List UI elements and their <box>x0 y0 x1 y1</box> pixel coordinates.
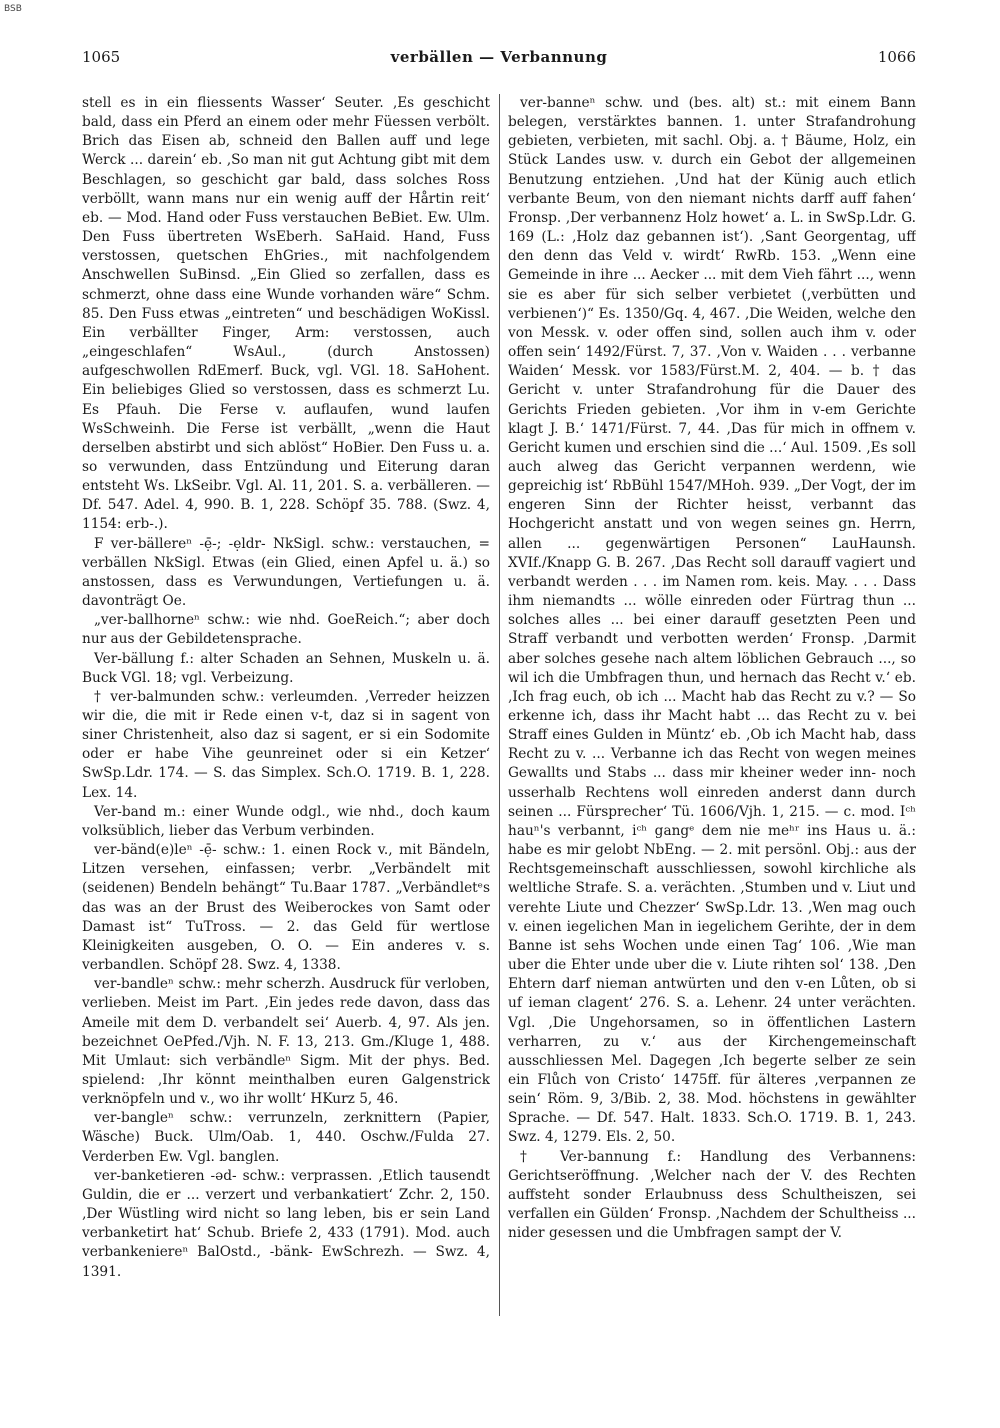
library-stamp: BSB <box>4 4 22 14</box>
dictionary-entry: F ver-bällereⁿ -ẹ̄-; -ẹldr- NkSigl. schw.: verstauchen, = verbällen NkSigl. Etwas (ein Glied, einen Apfel u. ä.) so anstossen, dass es Verwundungen, Vertiefungen u. ä. davonträgt Oe. <box>82 535 490 610</box>
dictionary-entry: Ver-band m.: einer Wunde odgl., wie nhd., doch kaum volksüblich, lieber das Verbum verbinden. <box>82 803 490 839</box>
dictionary-entry: ver-bandleⁿ schw.: mehr scherzh. Ausdruck für verloben, verlieben. Meist im Part. ‚Ein jedes rede davon, dass das Ameile mit dem D. verbandelt sei‘ Auerb. 4, 97. Als jen. bezeichnet OePfed./Vjh. N. F. 13, 213. Gm./Kluge 1, 488. Mit Umlaut: sich verbändleⁿ Sigm. Mit der phys. Bed. spielend: ‚Ihr könnt meinthalben euren Galgenstrick verknöpfeln und v., wo ihr wollt‘ HKurz 5, 46. <box>82 976 490 1108</box>
dictionary-entry: Ver-bällung f.: alter Schaden an Sehnen, Muskeln u. ä. Buck VGl. 18; vgl. Verbeizung. <box>82 650 490 686</box>
right-column <box>508 94 916 1316</box>
dictionary-entry: ver-banneⁿ schw. und (bes. alt) st.: mit einem Bann belegen, verstärktes bannen. 1. unter Strafandrohung gebieten, verbieten, mit sachl. Obj. a. † Bäume, Holz, ein Stück Landes usw. v. durch ein Gebot der allgemeinen Benutzung entziehen. ‚Und hat der Künig auch etlich verbante Beum, von den niemant nichts darff auff fahen‘ Fronsp. ‚Der verbannenz Holz howet‘ a. L. in SwSp.Ldr. G. 169 (L.: ‚Holz daz gebannen ist‘). ‚Sant Georgentag, uff den denn das Veld v. wirdt‘ RwRb. 153. „Wenn eine Gemeinde in ihre ... Aecker ... mit dem Vieh fährt ..., wenn sie es aber für sich selber verbietet (‚verbütten und verbienen‘)“ Es. 1350/Gq. 4, 467. ‚Die Weiden, welche den von Messk. v. oder offen sind, sollen auch ihm v. oder offen sein‘ 1492/Fürst. 7, 37. ‚Von v. Waiden . . . verbanne Waiden‘ Messk. vor 1583/Fürst.M. 2, 404. — b. † das Gericht v. unter Strafandrohung für die Dauer des Gerichts Frieden gebieten. ‚Vor ihm in v-em Gerichte klagt J. B.‘ 1471/Fürst. 7, 44. ‚Das für mich in offnem v. Gericht kumen und erschien sind die ...‘ Aul. 1509. ‚Es soll auch alweg das Gericht verpannen werdenn, wie gepreichig ist‘ RbBühl 1547/MHoh. 939. „Der Vogt, der im engeren Sinn der Richter heisst, verbannt das Hochgericht anstatt und von wegen seines gn. Herrn, allen ... gegenwärtigen Personen“ LauHaunsh. XVIf./Knapp G. B. 267. ‚Das Recht soll darauff vagiert und verbandt werden . . . im Namen rom. keis. May. . . . Dass ihm niemandts ... wölle einreden oder Fürtrag thun ... solches alles ... bei einer darauff gesetzten Peen und Straff verbandt und verbotten werden‘ Fronsp. ‚Darmit aber solches gesehe nach altem löblichen Gebrauch ..., so wil ich die Umbfragen thun, und hernach das Recht v.‘ eb. ‚Ich frag euch, ob ich ... Macht hab das Recht zu v.? — So erkenne ich, dass ihr Macht habt ... das Recht zu v. bei Straff eines Gulden in Müntz‘ eb. ‚Ob ich Macht hab, dass Recht zu v. ... Verbanne ich das Recht von wegen meines Gewallts und Stabs ... dass mir kheiner weder inn- noch usserhalb Rechtens woll einreden anderst dann durch seinen ... Fürsprecher‘ Tü. 1606/Vjh. 1, 215. — c. mod. Iᶜʰ hauⁿ's verbannt, iᶜʰ gangᵉ dem nie meʰʳ ins Haus u. ä.: habe es mir gelobt NbEng. — 2. mit persönl. Obj.: aus der Rechtsgemeinschaft ausschliessen, sowohl kirchliche als weltliche Strafe. S. a. verächten. ‚Stumben und v. Liut und verehte Liute und Chezzer‘ SwSp.Ldr. 13. ‚Wen mag ouch v. einen iegelichen Man in iegelichem Gerihte, der in dem Banne ist sehs Wochen unde einen Tag‘ 106. ‚Wie man uber die Ehter unde uber die v. Liute rihten sol‘ 138. ‚Den Ehtern darf nieman antwürten und den v-en Lůten, ob si uf ieman clagent‘ 276. S. a. Lehenr. 24 unter verächten. Vgl. ‚Die Ungehorsamen, so in öffentlichen Lastern verharren, zu v.‘ aus der Kirchengemeinschaft ausschliessen Mel. Dagegen ‚Ich begerte selber ze sein ein Flůch von Cristo‘ 1475ff. für älteres ‚verpannen ze sein‘ Röm. 9, 3/Bib. 2, 38. Mod. höchstens in gewählter Sprache. — Df. 547. Halt. 1833. Sch.O. 1719. B. 1, 243. Swz. 4, 1279. Els. 2, 50. <box>508 95 916 1146</box>
dictionary-entry: † Ver-bannung f.: Handlung des Verbannens: Gerichtseröffnung. ‚Welcher nach der V. des Rechten auffsteht sonder Erlaubnuss dess Schultheiszen, sei verfallen ein Gülden‘ Fronsp. ‚Nachdem der Schultheiss ... nider gesessen und die Umbfragen sampt der V. <box>508 1148 916 1242</box>
dictionary-entry: † ver-balmunden schw.: verleumden. ‚Verreder heizzen wir die, die mit ir Rede einen v-t, daz si in sagent von siner Christenheit, also daz si sagent, er si ein Sodomite oder er habe Vihe geunreinet oder si ein Ketzer‘ SwSp.Ldr. 174. — S. das Simplex. Sch.O. 1719. B. 1, 228. Lex. 14. <box>82 688 490 801</box>
dictionary-entry: ver-banketieren -əd- schw.: verprassen. ‚Etlich tausendt Guldin, die er ... verzert und verbankatiert‘ Zchr. 2, 150. ‚Der Wüstling wird nicht so lang leben, bis er sein Land verbanketirt hat‘ Schub. Briefe 2, 433 (1791). Mod. auch verbankeniereⁿ BalOstd., -bänk- EwSchrezh. — Swz. 4, 1391. <box>82 1167 490 1280</box>
dictionary-entry: ver-bangleⁿ schw.: verrunzeln, zerknittern (Papier, Wäsche) Buck. Ulm/Oab. 1, 440. Oschw./Fulda 27. Verderben Ew. Vgl. banglen. <box>82 1110 490 1165</box>
entry-continuation: stell es in ein fliessents Wasser‘ Seuter. ‚Es geschicht bald, dass ein Pferd an einem oder mehr Füessen verbölt. Brich das Eisen ab, schneid den Ballen auff und lege Werck ... darein‘ eb. ‚So man nit gut Achtung gibt mit dem Beschlagen, so geschicht gar bald, dass solches Ross verböllt, wann mans nur ein wenig auff der Hårtin reit‘ eb. — Mod. Hand oder Fuss verstauchen BeBiet. Ew. Ulm. Den Fuss übertreten WsEberh. SaHaid. Hand, Fuss verstossen, quetschen EhGries., mit nachfolgendem Anschwellen SuBinsd. „Ein Glied so zerfallen, dass es schmerzt, ohne dass eine Wunde vorhanden wäre“ Schm. 85. Den Fuss etwas „eintreten“ und beschädigen WoKissl. Ein verbällter Finger, Arm: verstossen, auch „eingeschlafen“ WsAul., (durch Anstossen) aufgeschwollen RdEmerf. Buck, vgl. VGl. 18. SaHohent. Ein beliebiges Glied so verstossen, dass es schmerzt Lu. Es Pfauh. Die Ferse v. auflaufen, wund laufen WsSchweinh. Die Ferse ist verbällt, „wenn die Haut derselben abstirbt und sich ablöst“ HoBier. Den Fuss u. a. so verwunden, dass Entzündung und Eiterung daran entsteht Ws. LkSeibr. Vgl. Al. 11, 201. S. a. verbälleren. — Df. 547. Adel. 4, 990. B. 1, 228. Schöpf 35. 788. (Swz. 4, 1154: erb-.). <box>82 95 490 533</box>
running-header <box>82 48 916 70</box>
dictionary-entry: „ver-ballhorneⁿ schw.: wie nhd. GoeReich.“; aber doch nur aus der Gebildetensprache. <box>82 612 490 648</box>
page-number-right: 1066 <box>877 48 916 66</box>
dictionary-entry: ver-bänd(e)leⁿ -ẹ̄- schw.: 1. einen Rock v., mit Bändeln, Litzen versehen, einfassen; verbr. „Verbändelt mit (seidenen) Bendeln behängt“ Tu.Baar 1787. „Verbändletᵉs das was an der Brust des Weiberockes von Samt oder Damast ist“ TuTross. — 2. das Geld für wertlose Kleinigkeiten ausgeben, O. O. — Ein anderes v. s. verbandlen. Schöpf 28. Swz. 4, 1338. <box>82 842 490 974</box>
column-divider <box>499 94 500 1316</box>
running-title: verbällen — Verbannung <box>390 48 608 66</box>
left-column <box>82 94 490 1316</box>
page-number-left: 1065 <box>82 48 121 66</box>
